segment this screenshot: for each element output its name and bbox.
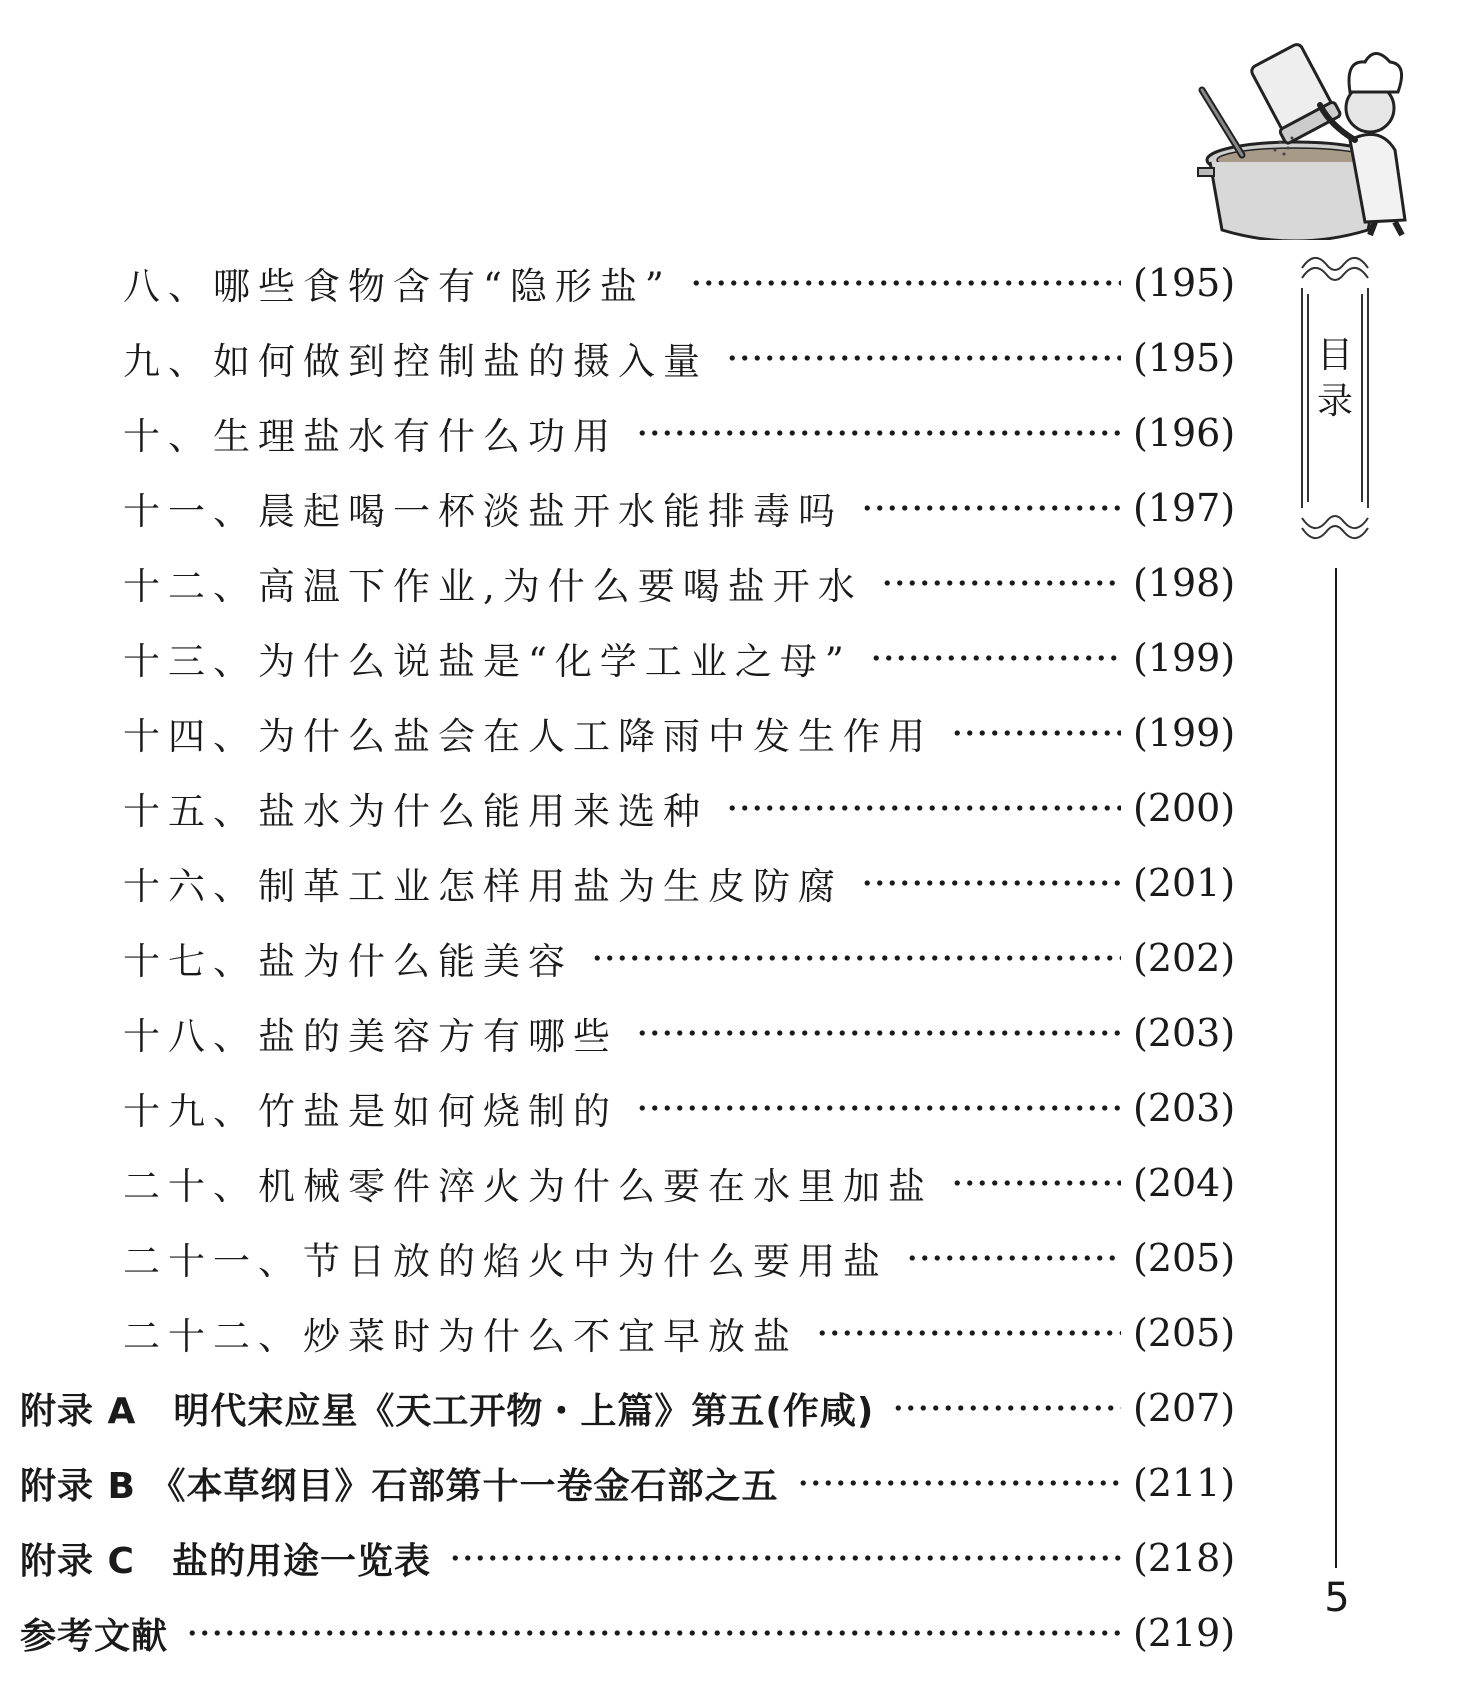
section-label: 目 录	[1316, 335, 1353, 422]
toc-entry-title: 二十、机械零件淬火为什么要在水里加盐	[123, 1165, 933, 1208]
dot-leader	[951, 730, 1121, 736]
section-tab	[1294, 248, 1376, 548]
toc-entry-title: 十四、为什么盐会在人工降雨中发生作用	[123, 715, 933, 758]
toc-appendix-entry[interactable]	[20, 1453, 1263, 1513]
toc-entry[interactable]	[123, 328, 1263, 388]
toc-entry-title: 参考文献	[20, 1615, 169, 1657]
margin-rule	[1335, 568, 1337, 1568]
toc-entry-title: 八、哪些食物含有“隐形盐”	[123, 265, 672, 308]
toc-entry[interactable]	[123, 1303, 1263, 1363]
toc-entry-page: (202)	[1133, 936, 1236, 980]
toc-entry[interactable]	[123, 1078, 1263, 1138]
chef-salt-illustration	[1180, 30, 1420, 240]
toc-appendix-entry[interactable]	[20, 1603, 1263, 1663]
toc-entry-page: (203)	[1133, 1086, 1236, 1130]
toc-entry[interactable]	[123, 628, 1263, 688]
toc-entry-page: (201)	[1133, 861, 1236, 905]
dot-leader	[861, 505, 1121, 511]
toc-entry-title: 十、生理盐水有什么功用	[123, 415, 618, 458]
toc-entry[interactable]	[123, 778, 1263, 838]
toc-entry[interactable]	[123, 1153, 1263, 1213]
toc-appendix-entry[interactable]	[20, 1378, 1263, 1438]
toc-entry-title: 二十一、节日放的焰火中为什么要用盐	[123, 1240, 888, 1283]
dot-leader	[951, 1180, 1121, 1186]
dot-leader	[892, 1405, 1121, 1411]
toc-entry-title: 附录 B 《本草纲目》石部第十一卷金石部之五	[20, 1465, 779, 1507]
toc-entry[interactable]	[123, 1003, 1263, 1063]
toc-entry[interactable]	[123, 478, 1263, 538]
dot-leader	[186, 1630, 1121, 1636]
dot-leader	[861, 880, 1121, 886]
toc-entry-page: (205)	[1133, 1311, 1236, 1355]
toc-entry-page: (211)	[1133, 1461, 1236, 1505]
toc-appendix-entry[interactable]	[20, 1528, 1263, 1588]
toc-entry-page: (218)	[1133, 1536, 1236, 1580]
toc-entry[interactable]	[123, 703, 1263, 763]
dot-leader	[726, 805, 1121, 811]
toc-entry-title: 十二、高温下作业,为什么要喝盐开水	[123, 565, 863, 608]
toc-entry[interactable]	[123, 853, 1263, 913]
dot-leader	[881, 580, 1121, 586]
toc-entry-page: (205)	[1133, 1236, 1236, 1280]
toc-entry[interactable]	[123, 553, 1263, 613]
toc-entry-title: 十七、盐为什么能美容	[123, 940, 573, 983]
toc-entry-title: 十三、为什么说盐是“化学工业之母”	[123, 640, 852, 683]
toc-entry-title: 十九、竹盐是如何烧制的	[123, 1090, 618, 1133]
page-number: 5	[1324, 1575, 1350, 1621]
toc-entry-title: 十六、制革工业怎样用盐为生皮防腐	[123, 865, 843, 908]
dot-leader	[636, 1030, 1121, 1036]
toc-entry-page: (198)	[1133, 561, 1236, 605]
toc-entry-title: 十一、晨起喝一杯淡盐开水能排毒吗	[123, 490, 843, 533]
dot-leader	[906, 1255, 1121, 1261]
toc-entry-page: (203)	[1133, 1011, 1236, 1055]
toc-entry-page: (195)	[1133, 261, 1236, 305]
toc-entry-page: (199)	[1133, 636, 1236, 680]
toc-entry-page: (199)	[1133, 711, 1236, 755]
toc-entry-page: (219)	[1133, 1611, 1236, 1655]
dot-leader	[870, 655, 1121, 661]
toc-entry-title: 十八、盐的美容方有哪些	[123, 1015, 618, 1058]
dot-leader	[726, 355, 1121, 361]
toc-entry[interactable]	[123, 403, 1263, 463]
toc-entry-page: (207)	[1133, 1386, 1236, 1430]
dot-leader	[816, 1330, 1121, 1336]
toc-entry-page: (197)	[1133, 486, 1236, 530]
toc-entry-page: (195)	[1133, 336, 1236, 380]
toc-entry[interactable]	[123, 253, 1263, 313]
toc-entry-title: 附录 C 盐的用途一览表	[20, 1540, 431, 1582]
toc-entry-title: 十五、盐水为什么能用来选种	[123, 790, 708, 833]
toc-entry-page: (200)	[1133, 786, 1236, 830]
toc-entry-page: (196)	[1133, 411, 1236, 455]
dot-leader	[690, 280, 1121, 286]
dot-leader	[636, 1105, 1121, 1111]
toc-entry-title: 九、如何做到控制盐的摄入量	[123, 340, 708, 383]
toc-entry[interactable]	[123, 928, 1263, 988]
toc-entry-page: (204)	[1133, 1161, 1236, 1205]
toc-entry[interactable]	[123, 1228, 1263, 1288]
toc-entry-title: 二十二、炒菜时为什么不宜早放盐	[123, 1315, 798, 1358]
toc-entry-title: 附录 A 明代宋应星《天工开物・上篇》第五(作咸)	[20, 1390, 875, 1432]
dot-leader	[449, 1555, 1121, 1561]
dot-leader	[797, 1480, 1121, 1486]
dot-leader	[636, 430, 1121, 436]
dot-leader	[591, 955, 1121, 961]
